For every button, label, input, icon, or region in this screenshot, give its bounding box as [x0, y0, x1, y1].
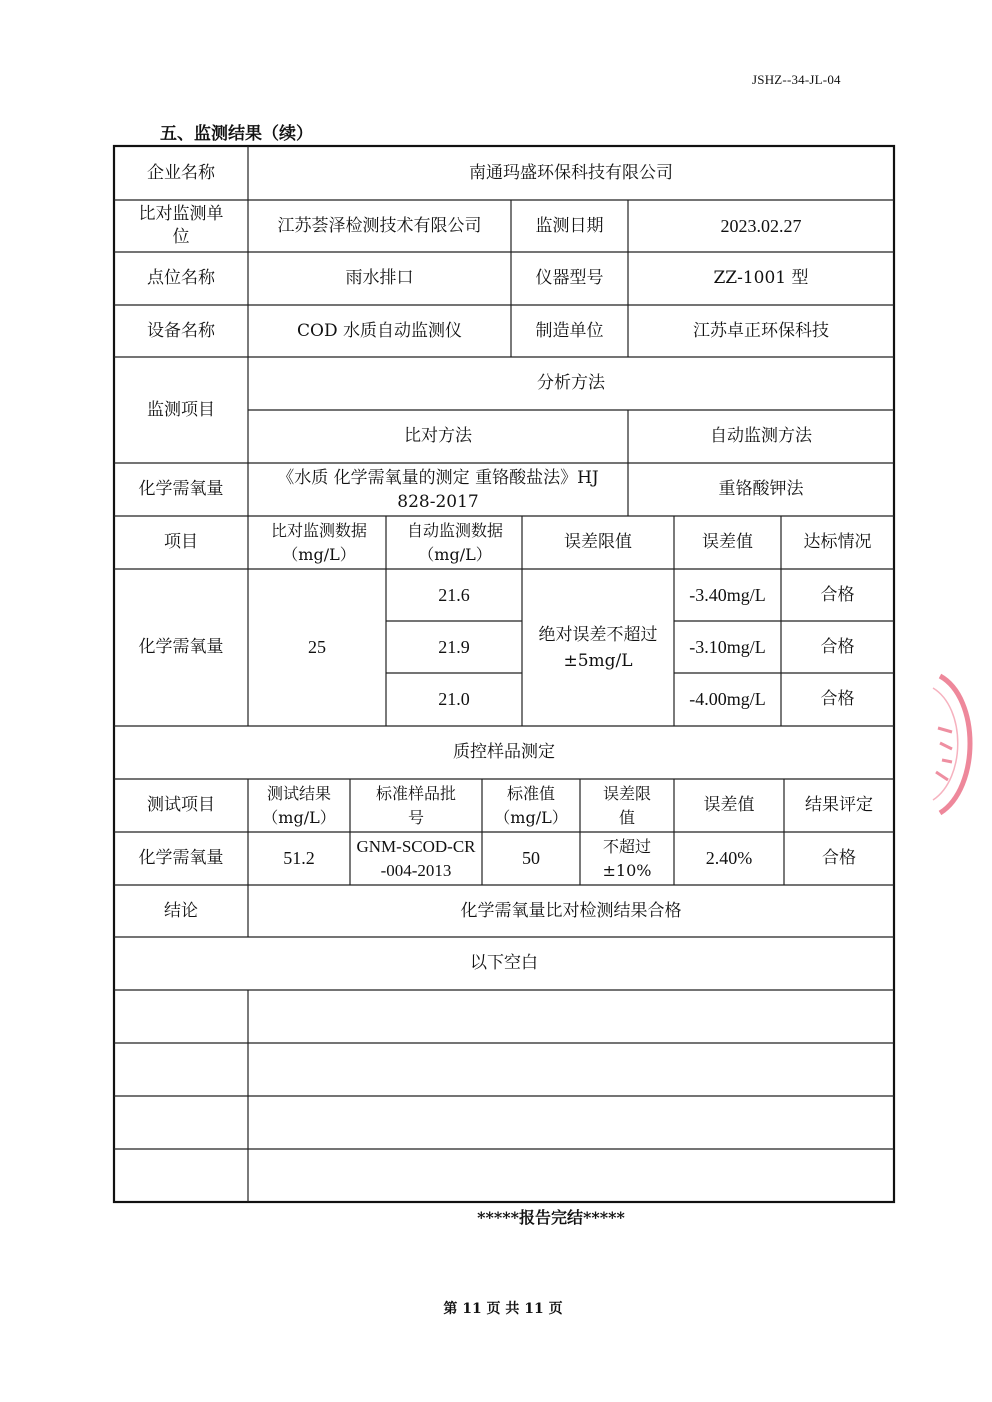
qc-header-standard: 标准值（mg/L） — [494, 783, 568, 827]
analysis-method-label: 分析方法 — [537, 373, 605, 393]
result-compare-value: 25 — [308, 637, 326, 657]
compare-method-label: 比对方法 — [404, 426, 472, 446]
monitoring-item-label: 监测项目 — [147, 399, 215, 420]
result-error-2: -3.10mg/L — [689, 636, 766, 657]
header-item: 项目 — [164, 532, 198, 552]
header-error: 误差值 — [702, 532, 753, 552]
qc-error: 2.40% — [705, 848, 753, 868]
cod-method-label: 化学需氧量 — [138, 479, 224, 499]
qc-item: 化学需氧量 — [138, 848, 224, 868]
qc-header-item: 测试项目 — [147, 795, 215, 815]
point-label: 点位名称 — [147, 268, 215, 288]
page-footer: 第 11 页 共 11 页 — [443, 1301, 563, 1317]
result-auto-3: 21.0 — [438, 689, 470, 709]
result-error-1: -3.40mg/L — [689, 584, 766, 605]
result-item: 化学需氧量 — [138, 637, 224, 657]
auto-method-value: 重铬酸钾法 — [718, 479, 804, 499]
device-label: 设备名称 — [147, 320, 215, 341]
result-status-3: 合格 — [820, 689, 855, 709]
section-title: 五、监测结果（续） — [160, 124, 313, 144]
header-limit: 误差限值 — [564, 532, 632, 552]
conclusion-value: 化学需氧量比对检测结果合格 — [460, 900, 682, 921]
qc-title: 质控样品测定 — [453, 742, 555, 762]
company-value: 南通玛盛环保科技有限公司 — [469, 162, 673, 183]
qc-standard: 50 — [522, 848, 540, 868]
seal-stamp — [900, 668, 992, 818]
conclusion-label: 结论 — [164, 900, 198, 921]
result-auto-2: 21.9 — [438, 636, 470, 657]
qc-header-result: 测试结果（mg/L） — [262, 783, 336, 827]
compare-unit-value: 江苏荟泽检测技术有限公司 — [277, 215, 482, 236]
report-end-mark: *****报告完结***** — [477, 1208, 625, 1227]
qc-rating: 合格 — [822, 848, 856, 868]
result-limit: 绝对误差不超过±5mg/L — [538, 624, 658, 671]
header-compare-data: 比对监测数据（mg/L） — [270, 520, 367, 564]
maker-label: 制造单位 — [535, 320, 604, 341]
result-status-2: 合格 — [820, 636, 855, 657]
compare-unit-label: 比对监测单位 — [138, 204, 224, 247]
result-auto-1: 21.6 — [438, 584, 470, 605]
point-value: 雨水排口 — [345, 268, 414, 288]
result-status-1: 合格 — [820, 584, 855, 605]
qc-header-rating: 结果评定 — [805, 795, 873, 815]
company-label: 企业名称 — [147, 162, 215, 183]
qc-batch: GNM-SCOD-CR-004-2013 — [356, 836, 476, 880]
qc-limit: 不超过±10% — [602, 836, 652, 880]
device-value: COD 水质自动监测仪 — [297, 320, 462, 341]
model-label: 仪器型号 — [535, 268, 604, 288]
document-code: JSHZ--34-JL-04 — [752, 72, 841, 87]
blank-note: 以下空白 — [470, 953, 538, 973]
compare-method-value: 《水质 化学需氧量的测定 重铬酸盐法》HJ 828-2017 — [277, 467, 599, 512]
header-auto-data: 自动监测数据（mg/L） — [406, 520, 503, 564]
qc-header-batch: 标准样品批号 — [375, 783, 456, 827]
auto-method-label: 自动监测方法 — [710, 426, 812, 446]
qc-result: 51.2 — [283, 848, 315, 868]
maker-value: 江苏卓正环保科技 — [693, 320, 829, 341]
model-value: ZZ-1001 型 — [713, 268, 809, 288]
qc-header-limit: 误差限值 — [602, 783, 651, 827]
date-value: 2023.02.27 — [720, 215, 802, 236]
header-status: 达标情况 — [803, 532, 872, 552]
result-error-3: -4.00mg/L — [689, 689, 766, 709]
date-label: 监测日期 — [535, 215, 604, 236]
qc-header-error: 误差值 — [703, 795, 755, 815]
